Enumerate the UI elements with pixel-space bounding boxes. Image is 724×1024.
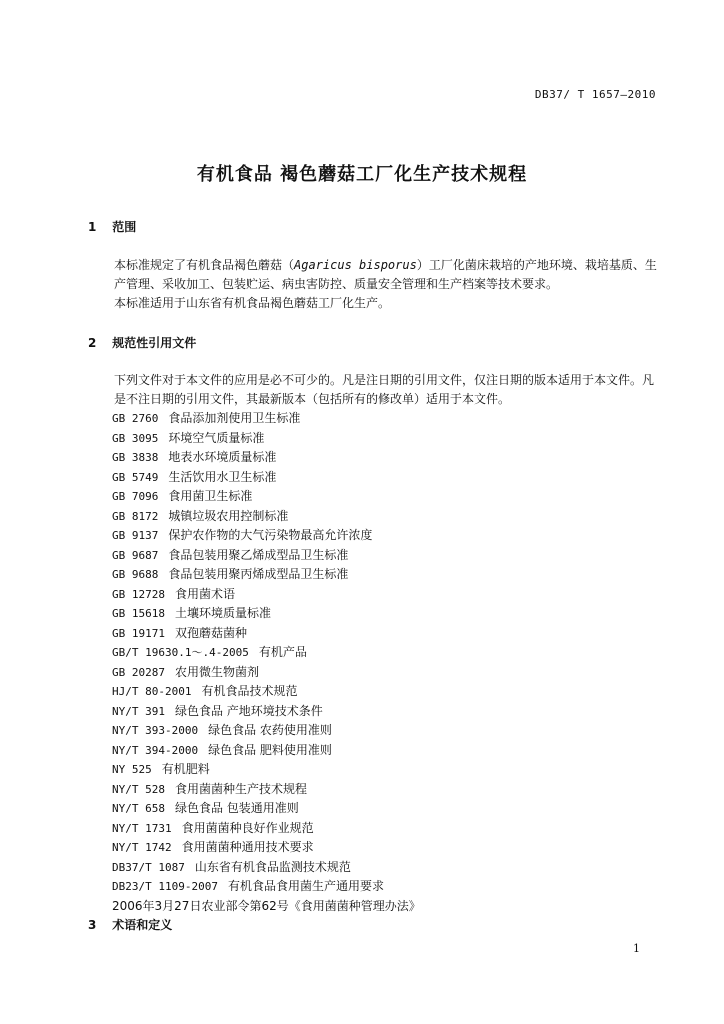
reference-name: 食用菌菌种生产技术规程 <box>174 781 307 796</box>
reference-item <box>112 819 421 839</box>
reference-name: 绿色食品 包装通用准则 <box>174 801 299 815</box>
scope-text-1: 本标准规定了有机食品褐色蘑菇（Agaricus bisporus）工厂化菌床栽培的产地环境、栽培基质、生产管理、采收加工、包装贮运、病虫害防控、质量安全管理和生产档案等技术要求。 <box>114 258 657 291</box>
reference-name: 生活饮用水卫生标准 <box>168 469 277 484</box>
reference-name: 食品包装用聚乙烯成型品卫生标准 <box>168 547 349 562</box>
reference-code: GB 19171 <box>112 626 165 640</box>
reference-item <box>112 624 421 644</box>
reference-code: GB 9137 <box>112 529 159 542</box>
reference-code: NY/T 658 <box>112 802 165 815</box>
section-heading-terms <box>88 916 172 933</box>
reference-item <box>112 721 421 741</box>
reference-code: GB 20287 <box>112 665 165 679</box>
reference-item <box>112 858 421 878</box>
section-heading-normative-references <box>88 334 196 351</box>
reference-item <box>112 526 421 546</box>
reference-item <box>112 604 421 624</box>
scope-text-2: 本标准适用于山东省有机食品褐色蘑菇工厂化生产。 <box>114 296 391 310</box>
reference-name: 环境空气质量标准 <box>168 430 265 445</box>
reference-name: 有机产品 <box>258 645 307 659</box>
reference-name: 食用菌菌种良好作业规范 <box>181 820 314 835</box>
section-heading-scope <box>88 218 136 235</box>
reference-name: 城镇垃圾农用控制标准 <box>168 508 289 523</box>
reference-item <box>112 565 421 585</box>
reference-name: 农用微生物菌剂 <box>174 664 259 679</box>
reference-code: DB37/T 1087 <box>112 860 185 874</box>
reference-item <box>112 702 421 722</box>
reference-item <box>112 897 421 916</box>
section-number: 3 <box>88 918 97 932</box>
reference-name: 有机肥料 <box>161 762 210 776</box>
reference-code: NY/T 528 <box>112 782 165 796</box>
reference-item <box>112 487 421 507</box>
section-title: 规范性引用文件 <box>112 336 197 350</box>
reference-name: 绿色食品 产地环境技术条件 <box>174 703 323 718</box>
reference-name: 土壤环境质量标准 <box>174 606 271 620</box>
section-number: 2 <box>88 336 97 350</box>
section-title: 术语和定义 <box>112 918 173 932</box>
reference-item <box>112 760 421 780</box>
reference-code: GB 3838 <box>112 451 159 464</box>
section-title: 范围 <box>112 220 137 234</box>
document-title: 有机食品 褐色蘑菇工厂化生产技术规程 <box>196 164 528 185</box>
reference-name: 地表水环境质量标准 <box>168 450 277 464</box>
reference-code: NY/T 394-2000 <box>112 743 199 757</box>
reference-item <box>112 546 421 566</box>
reference-name: 绿色食品 肥料使用准则 <box>208 742 332 757</box>
reference-name: 山东省有机食品监测技术规范 <box>194 859 351 874</box>
reference-code: GB 12728 <box>112 587 165 601</box>
reference-item <box>112 877 421 897</box>
reference-code: NY/T 1742 <box>112 841 172 854</box>
reference-code: GB 8172 <box>112 509 159 523</box>
reference-item <box>112 585 421 605</box>
reference-item <box>112 468 421 488</box>
reference-name: 有机食品技术规范 <box>201 684 298 698</box>
reference-item <box>112 799 421 819</box>
reference-code: GB/T 19630.1～.4-2005 <box>112 646 249 659</box>
reference-item <box>112 643 421 663</box>
reference-code: GB 3095 <box>112 431 159 445</box>
reference-item <box>112 838 421 858</box>
reference-name: 食品包装用聚丙烯成型品卫生标准 <box>168 567 349 581</box>
reference-code: NY 525 <box>112 763 152 776</box>
reference-code: DB23/T 1109-2007 <box>112 880 218 893</box>
reference-name: 食用菌菌种通用技术要求 <box>181 840 314 854</box>
reference-name: 绿色食品 农药使用准则 <box>208 723 332 737</box>
reference-code: GB 5749 <box>112 470 159 484</box>
reference-name: 食品添加剂使用卫生标准 <box>168 411 301 425</box>
reference-item <box>112 507 421 527</box>
section-number: 1 <box>88 220 97 234</box>
reference-code: GB 15618 <box>112 607 165 620</box>
reference-item <box>112 780 421 800</box>
latin-species-name: Agaricus bisporus <box>294 258 417 272</box>
scope-paragraph <box>88 256 658 313</box>
reference-code: GB 9687 <box>112 548 159 562</box>
reference-name: 保护农作物的大气污染物最高允许浓度 <box>168 528 373 542</box>
reference-list <box>112 409 421 915</box>
page-number: 1 <box>633 942 640 955</box>
reference-name: 双孢蘑菇菌种 <box>174 625 247 640</box>
reference-item <box>112 663 421 683</box>
reference-name: 有机食品食用菌生产通用要求 <box>227 879 384 893</box>
reference-code: NY/T 1731 <box>112 821 172 835</box>
standard-code: DB37/ T 1657—2010 <box>534 88 656 101</box>
references-intro: 下列文件对于本文件的应用是必不可少的。凡是注日期的引用文件，仅注日期的版本适用于本文件。凡是不注日期的引用文件，其最新版本（包括所有的修改单）适用于本文件。 <box>114 373 655 406</box>
reference-code: GB 9688 <box>112 568 159 581</box>
reference-code: GB 7096 <box>112 490 159 503</box>
reference-item <box>112 682 421 702</box>
reference-item <box>112 448 421 468</box>
reference-name: 食用菌卫生标准 <box>168 489 253 503</box>
reference-item <box>112 409 421 429</box>
reference-item <box>112 429 421 449</box>
reference-code: NY/T 391 <box>112 704 165 718</box>
reference-item <box>112 741 421 761</box>
reference-code: GB 2760 <box>112 412 159 425</box>
reference-name: 2006年3月27日农业部令第62号《食用菌菌种管理办法》 <box>112 898 421 913</box>
reference-code: HJ/T 80-2001 <box>112 685 192 698</box>
reference-code: NY/T 393-2000 <box>112 724 199 737</box>
reference-name: 食用菌术语 <box>174 586 235 601</box>
